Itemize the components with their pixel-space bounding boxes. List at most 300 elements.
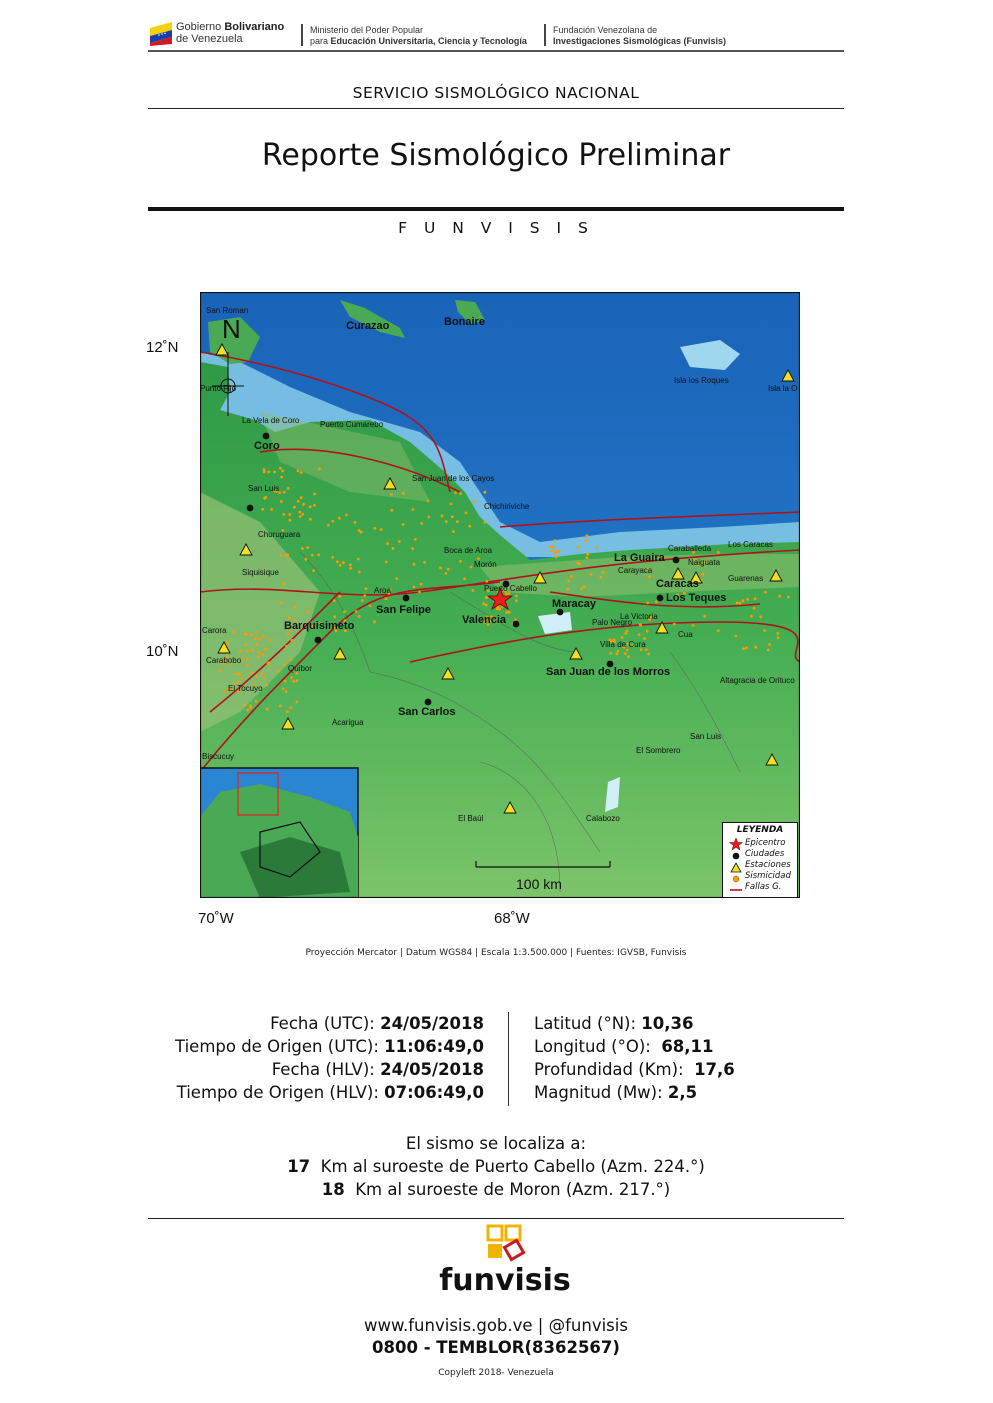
field-value: 17,6 bbox=[694, 1060, 735, 1079]
seismicity-point bbox=[414, 538, 417, 541]
place-label: Los Caracas bbox=[728, 540, 773, 549]
seismicity-point bbox=[290, 658, 293, 661]
city-icon bbox=[403, 595, 410, 602]
footer-divider bbox=[148, 1218, 844, 1219]
place-label: Chichiriviche bbox=[484, 502, 530, 511]
seismicity-point bbox=[246, 664, 249, 667]
seismicity-point bbox=[300, 471, 303, 474]
field-label: Tiempo de Origen (UTC): bbox=[175, 1037, 385, 1056]
seismicity-point bbox=[392, 547, 395, 550]
scale-bar-label: 100 km bbox=[516, 876, 562, 892]
seismicity-point bbox=[256, 643, 259, 646]
seismicity-point bbox=[293, 506, 296, 509]
ministry-prefix: para bbox=[310, 36, 331, 46]
field-label: Magnitud (Mw): bbox=[534, 1083, 668, 1102]
lat-label-12n: 12˚N bbox=[146, 339, 179, 356]
legend-item-stations: Estaciones bbox=[745, 860, 791, 870]
seismicity-point bbox=[290, 706, 293, 709]
seismicity-point bbox=[411, 547, 414, 550]
seismicity-point bbox=[472, 589, 475, 592]
seismicity-point bbox=[386, 542, 389, 545]
city-label-san-juan-morros: San Juan de los Morros bbox=[546, 666, 671, 678]
seismicity-point bbox=[313, 504, 316, 507]
place-label: Boca de Aroa bbox=[444, 546, 493, 555]
seismicity-point bbox=[262, 635, 265, 638]
seismicity-point bbox=[451, 515, 454, 518]
seismicity-point bbox=[625, 630, 628, 633]
seismicity-point bbox=[363, 594, 366, 597]
legend-title: LEYENDA bbox=[736, 825, 784, 835]
seismicity-point bbox=[264, 648, 267, 651]
seismicity-point bbox=[447, 568, 450, 571]
seismicity-point bbox=[452, 530, 455, 533]
seismicity-point bbox=[266, 684, 269, 687]
seismicity-point bbox=[450, 503, 453, 506]
seismicity-point bbox=[456, 520, 459, 523]
field-value: 11:06:49,0 bbox=[384, 1037, 484, 1056]
seismicity-point bbox=[754, 646, 757, 649]
seismicity-point bbox=[441, 515, 444, 518]
seismicity-point bbox=[459, 492, 462, 495]
seismicity-point bbox=[577, 546, 580, 549]
field-value: 10,36 bbox=[641, 1014, 694, 1033]
seismicity-point bbox=[219, 670, 222, 673]
seismicity-point bbox=[750, 615, 753, 618]
seismicity-point bbox=[235, 673, 238, 676]
seismicity-point bbox=[318, 468, 321, 471]
city-icon bbox=[315, 637, 322, 644]
seismicity-point bbox=[639, 624, 642, 627]
field-label: Tiempo de Origen (HLV): bbox=[176, 1083, 385, 1102]
seismicity-point bbox=[238, 672, 241, 675]
seismicity-point bbox=[249, 704, 252, 707]
place-label: Guarenas bbox=[728, 574, 764, 583]
gov-line2: de Venezuela bbox=[176, 33, 243, 45]
seismicity-point bbox=[280, 476, 283, 479]
seismicity-point bbox=[255, 700, 258, 703]
seismicity-point bbox=[459, 560, 462, 563]
seismicity-point bbox=[339, 564, 342, 567]
city-label-los-teques: Los Teques bbox=[666, 592, 727, 604]
venezuela-flag-icon bbox=[150, 20, 172, 46]
seismicity-point bbox=[354, 521, 357, 524]
seismicity-point bbox=[465, 512, 468, 515]
seismicity-point bbox=[580, 587, 583, 590]
seismicity-point bbox=[470, 566, 473, 569]
seismicity-point bbox=[602, 571, 605, 574]
seismicity-point bbox=[238, 650, 241, 653]
seismicity-point bbox=[300, 496, 303, 499]
seismicity-point bbox=[349, 567, 352, 570]
seismicity-point bbox=[746, 598, 749, 601]
seismicity-point bbox=[297, 500, 300, 503]
seismicity-point bbox=[277, 670, 280, 673]
event-field bbox=[534, 1083, 697, 1102]
city-icon bbox=[425, 699, 432, 706]
seismicity-point bbox=[261, 508, 264, 511]
seismicity-point bbox=[282, 513, 285, 516]
place-label: Naiguata bbox=[688, 558, 721, 567]
funvisis-logo bbox=[430, 1222, 580, 1312]
legend-item-epicenter: Epicentro bbox=[745, 838, 786, 848]
seismicity-point bbox=[390, 493, 393, 496]
place-label: Carayaca bbox=[618, 566, 653, 575]
city-icon bbox=[513, 621, 520, 628]
map-legend bbox=[722, 822, 798, 898]
island-label-la-o: Isla la O bbox=[768, 384, 798, 393]
seismicity-point bbox=[287, 487, 290, 490]
funvisis-logo-icon bbox=[430, 1222, 580, 1312]
service-title: SERVICIO SISMOLÓGICO NACIONAL bbox=[352, 84, 640, 102]
island-label-roques: Isla los Roques bbox=[674, 376, 729, 385]
lon-label-70w: 70˚W bbox=[198, 910, 234, 927]
city-label-san-carlos: San Carlos bbox=[398, 706, 456, 718]
seismicity-point bbox=[312, 569, 315, 572]
seismicity-point bbox=[647, 653, 650, 656]
lat-label-10n: 10˚N bbox=[146, 643, 179, 660]
seismicity-point bbox=[255, 631, 258, 634]
seismicity-point bbox=[742, 599, 745, 602]
seismicity-point bbox=[584, 539, 587, 542]
legend-item-faults: Fallas G. bbox=[745, 882, 782, 892]
seismicity-point bbox=[590, 573, 593, 576]
event-field bbox=[272, 1060, 484, 1079]
seismicity-point bbox=[626, 649, 629, 652]
seismicity-point bbox=[365, 587, 368, 590]
seismicity-point bbox=[754, 598, 757, 601]
seismicity-point bbox=[586, 553, 589, 556]
seismicity-point bbox=[739, 602, 742, 605]
seismicity-point bbox=[262, 653, 265, 656]
seismicity-point bbox=[342, 561, 345, 564]
seismicity-point bbox=[617, 650, 620, 653]
seismicity-point bbox=[279, 705, 282, 708]
seismicity-point bbox=[624, 652, 627, 655]
seismicity-point bbox=[263, 676, 266, 679]
foundation-name bbox=[553, 25, 726, 47]
seismicity-point bbox=[473, 500, 476, 503]
seismicity-point bbox=[282, 583, 285, 586]
legend-item-cities: Ciudades bbox=[745, 849, 785, 859]
seismicity-point bbox=[390, 509, 393, 512]
seismicity-point bbox=[285, 690, 288, 693]
distance-text: Km al suroeste de Moron (Azm. 217.°) bbox=[344, 1180, 671, 1199]
foundation-bold: Investigaciones Sismológicas (Funvisis) bbox=[553, 36, 727, 46]
seismicity-point bbox=[309, 518, 312, 521]
seismicity-point bbox=[609, 652, 612, 655]
seismicity-point bbox=[349, 564, 352, 567]
place-label: San Roman bbox=[206, 306, 249, 315]
seismicity-point bbox=[338, 595, 341, 598]
seismicity-point bbox=[586, 534, 589, 537]
field-value: 07:06:49,0 bbox=[384, 1083, 484, 1102]
seismicity-point bbox=[304, 558, 307, 561]
seismicity-point bbox=[515, 594, 518, 597]
seismicity-point bbox=[369, 605, 372, 608]
seismicity-point bbox=[482, 602, 485, 605]
distance-km: 18 bbox=[321, 1180, 345, 1199]
seismicity-point bbox=[763, 629, 766, 632]
seismicity-point bbox=[360, 531, 363, 534]
event-field bbox=[534, 1014, 693, 1033]
place-label: Altagracia de Orituco bbox=[720, 676, 795, 685]
website-link[interactable]: www.funvisis.gob.ve | @funvisis bbox=[364, 1316, 628, 1335]
seismicity-point bbox=[331, 520, 334, 523]
gov-prefix: Gobierno bbox=[176, 21, 225, 33]
seismicity-point bbox=[283, 491, 286, 494]
seismicity-point bbox=[567, 588, 570, 591]
seismicity-point bbox=[427, 500, 430, 503]
seismicity-point bbox=[273, 471, 276, 474]
seismicity-point bbox=[309, 505, 312, 508]
seismicity-point bbox=[380, 528, 383, 531]
seismicity-point bbox=[413, 563, 416, 566]
seismicity-point bbox=[280, 601, 283, 604]
org-name: F U N V I S I S bbox=[398, 219, 594, 237]
seismicity-point bbox=[279, 467, 282, 470]
city-icon bbox=[657, 595, 664, 602]
seismicity-point bbox=[646, 602, 649, 605]
north-label: N bbox=[222, 314, 241, 344]
seismicity-point bbox=[266, 708, 269, 711]
seismicity-point bbox=[302, 503, 305, 506]
legend-station-icon bbox=[731, 863, 741, 872]
place-label: Cua bbox=[678, 630, 693, 639]
foundation-line1: Fundación Venezolana de bbox=[553, 25, 658, 35]
legend-seismicity-icon bbox=[733, 876, 739, 882]
seismicity-point bbox=[267, 661, 270, 664]
seismicity-point bbox=[296, 701, 299, 704]
seismicity-point bbox=[515, 599, 518, 602]
seismicity-point bbox=[336, 560, 339, 563]
seismicity-point bbox=[313, 493, 316, 496]
place-label: El Baúl bbox=[458, 814, 484, 823]
distance-text: Km al suroeste de Puerto Cabello (Azm. 224.°) bbox=[310, 1157, 705, 1176]
field-label: Latitud (°N): bbox=[534, 1014, 642, 1033]
seismicity-point bbox=[554, 539, 557, 542]
seismicity-point bbox=[243, 703, 246, 706]
field-label: Profundidad (Km): bbox=[534, 1060, 695, 1079]
seismicity-point bbox=[358, 615, 361, 618]
seismicity-point bbox=[702, 573, 705, 576]
seismicity-point bbox=[299, 515, 302, 518]
seismicity-point bbox=[717, 629, 720, 632]
seismicity-point bbox=[627, 655, 630, 658]
seismicity-point bbox=[485, 604, 488, 607]
seismicity-point bbox=[311, 554, 314, 557]
field-value: 24/05/2018 bbox=[380, 1014, 484, 1033]
seismicity-point bbox=[286, 710, 289, 713]
seismicity-point bbox=[787, 596, 790, 599]
seismicity-point bbox=[648, 576, 651, 579]
event-field bbox=[175, 1037, 484, 1056]
government-name bbox=[176, 21, 284, 45]
seismicity-point bbox=[484, 521, 487, 524]
place-label: La Vela de Coro bbox=[242, 416, 300, 425]
seismicity-point bbox=[288, 616, 291, 619]
seismicity-point bbox=[298, 511, 301, 514]
seismicity-point bbox=[285, 645, 288, 648]
seismicity-point bbox=[255, 675, 258, 678]
seismicity-point bbox=[361, 599, 364, 602]
seismicity-point bbox=[742, 647, 745, 650]
seismicity-point bbox=[282, 687, 285, 690]
legend-epicenter-icon bbox=[730, 838, 743, 850]
seismicity-point bbox=[692, 624, 695, 627]
field-label: Longitud (°O): bbox=[534, 1037, 662, 1056]
seismicity-point bbox=[245, 633, 248, 636]
field-value: 2,5 bbox=[667, 1083, 698, 1102]
seismicity-point bbox=[625, 632, 628, 635]
inset-map bbox=[200, 768, 358, 898]
seismicity-point bbox=[257, 655, 260, 658]
seismicity-point bbox=[484, 491, 487, 494]
seismicity-point bbox=[395, 577, 398, 580]
seismicity-point bbox=[764, 591, 767, 594]
seismicity-point bbox=[331, 556, 334, 559]
seismicity-point bbox=[241, 677, 244, 680]
seismicity-point bbox=[317, 554, 320, 557]
island-label-bonaire: Bonaire bbox=[444, 316, 485, 328]
seismicity-point bbox=[226, 642, 229, 645]
seismicity-point bbox=[355, 610, 358, 613]
seismicity-point bbox=[250, 633, 253, 636]
seismicity-point bbox=[555, 550, 558, 553]
seismicity-point bbox=[294, 606, 297, 609]
place-label: San Luis bbox=[248, 484, 280, 493]
seismicity-point bbox=[287, 633, 290, 636]
place-label: Puerto Cabello bbox=[484, 584, 537, 593]
seismicity-point bbox=[596, 546, 599, 549]
location-intro: El sismo se localiza a: bbox=[405, 1134, 587, 1153]
place-label: Villa de Cura bbox=[600, 640, 646, 649]
seismicity-point bbox=[281, 470, 284, 473]
seismicity-point bbox=[776, 632, 779, 635]
seismicity-point bbox=[357, 558, 360, 561]
seismicity-point bbox=[549, 545, 552, 548]
event-field bbox=[534, 1037, 714, 1056]
seismicity-point bbox=[655, 600, 658, 603]
seismicity-point bbox=[306, 546, 309, 549]
seismicity-point bbox=[550, 549, 553, 552]
column-separator bbox=[508, 1012, 509, 1106]
ministry-line1: Ministerio del Poder Popular bbox=[310, 25, 424, 35]
ministry-bold: Educación Universitaria, Ciencia y Tecnología bbox=[330, 36, 527, 46]
seismicity-point bbox=[768, 643, 771, 646]
seismicity-point bbox=[254, 638, 257, 641]
map-caption: Proyección Mercator | Datum WGS84 | Escala 1:3.500.000 | Fuentes: IGVSB, Funvisis bbox=[305, 948, 687, 958]
field-value: 68,11 bbox=[661, 1037, 714, 1056]
place-label: Puerto Cumarebo bbox=[320, 420, 384, 429]
seismicity-point bbox=[258, 638, 261, 641]
seismicity-point bbox=[263, 468, 266, 471]
seismicity-point bbox=[289, 519, 292, 522]
seismicity-point bbox=[736, 601, 739, 604]
place-label: El Tocuyo bbox=[228, 684, 263, 693]
header-rule bbox=[148, 50, 844, 52]
seismicity-point bbox=[583, 585, 586, 588]
place-label: Churuguara bbox=[258, 530, 301, 539]
seismicity-point bbox=[412, 508, 415, 511]
seismic-map bbox=[200, 292, 800, 898]
seismicity-point bbox=[420, 522, 423, 525]
place-label: Calabozo bbox=[586, 814, 620, 823]
place-label: Quibor bbox=[288, 664, 313, 673]
seismicity-point bbox=[570, 575, 573, 578]
seismicity-point bbox=[555, 555, 558, 558]
seismicity-point bbox=[297, 469, 300, 472]
place-label: El Sombrero bbox=[636, 746, 681, 755]
seismicity-point bbox=[283, 664, 286, 667]
seismicity-point bbox=[445, 572, 448, 575]
seismicity-point bbox=[268, 471, 271, 474]
seismicity-point bbox=[413, 586, 416, 589]
seismicity-point bbox=[735, 635, 738, 638]
event-field bbox=[270, 1014, 484, 1033]
city-label-coro: Coro bbox=[254, 440, 280, 452]
seismicity-point bbox=[345, 514, 348, 517]
seismicity-point bbox=[296, 679, 299, 682]
seismicity-point bbox=[244, 643, 247, 646]
seismicity-point bbox=[385, 597, 388, 600]
seismicity-point bbox=[445, 520, 448, 523]
seismicity-point bbox=[673, 623, 676, 626]
seismicity-point bbox=[385, 561, 388, 564]
seismicity-point bbox=[301, 513, 304, 516]
seismicity-point bbox=[646, 630, 649, 633]
seismicity-point bbox=[778, 595, 781, 598]
distance-km: 17 bbox=[287, 1157, 311, 1176]
seismicity-point bbox=[373, 620, 376, 623]
seismicity-point bbox=[717, 551, 720, 554]
field-label: Fecha (HLV): bbox=[271, 1060, 381, 1079]
seismicity-point bbox=[638, 633, 641, 636]
legend-symbols bbox=[729, 838, 743, 898]
divider bbox=[148, 108, 844, 109]
city-label-maracay: Maracay bbox=[552, 598, 597, 610]
place-label: Siquisique bbox=[242, 568, 279, 577]
event-field bbox=[534, 1060, 735, 1079]
seismicity-point bbox=[333, 615, 336, 618]
lon-label-68w: 68˚W bbox=[494, 910, 530, 927]
seismicity-point bbox=[306, 610, 309, 613]
place-label: Caraballeda bbox=[668, 544, 712, 553]
logo-wordmark: funvisis bbox=[439, 1263, 571, 1298]
seismicity-point bbox=[288, 513, 291, 516]
city-label-san-felipe: San Felipe bbox=[376, 604, 432, 616]
seismicity-point bbox=[703, 615, 706, 618]
seismicity-point bbox=[615, 652, 618, 655]
seismicity-point bbox=[261, 673, 264, 676]
seismicity-point bbox=[621, 636, 624, 639]
seismicity-point bbox=[223, 690, 226, 693]
seismicity-point bbox=[418, 591, 421, 594]
seismicity-point bbox=[567, 580, 570, 583]
seismicity-point bbox=[232, 631, 235, 634]
seismicity-point bbox=[257, 651, 260, 654]
seismicity-point bbox=[468, 525, 471, 528]
seismicity-point bbox=[246, 709, 249, 712]
seismicity-point bbox=[290, 676, 293, 679]
seismicity-point bbox=[745, 646, 748, 649]
place-label: Carora bbox=[202, 626, 227, 635]
seismicity-point bbox=[576, 562, 579, 565]
seismicity-point bbox=[586, 557, 589, 560]
field-value: 24/05/2018 bbox=[380, 1060, 484, 1079]
seismicity-point bbox=[374, 527, 377, 530]
legend-item-seismicity: Sismicidad bbox=[745, 871, 791, 881]
gov-bold: Bolivariano bbox=[224, 21, 285, 33]
